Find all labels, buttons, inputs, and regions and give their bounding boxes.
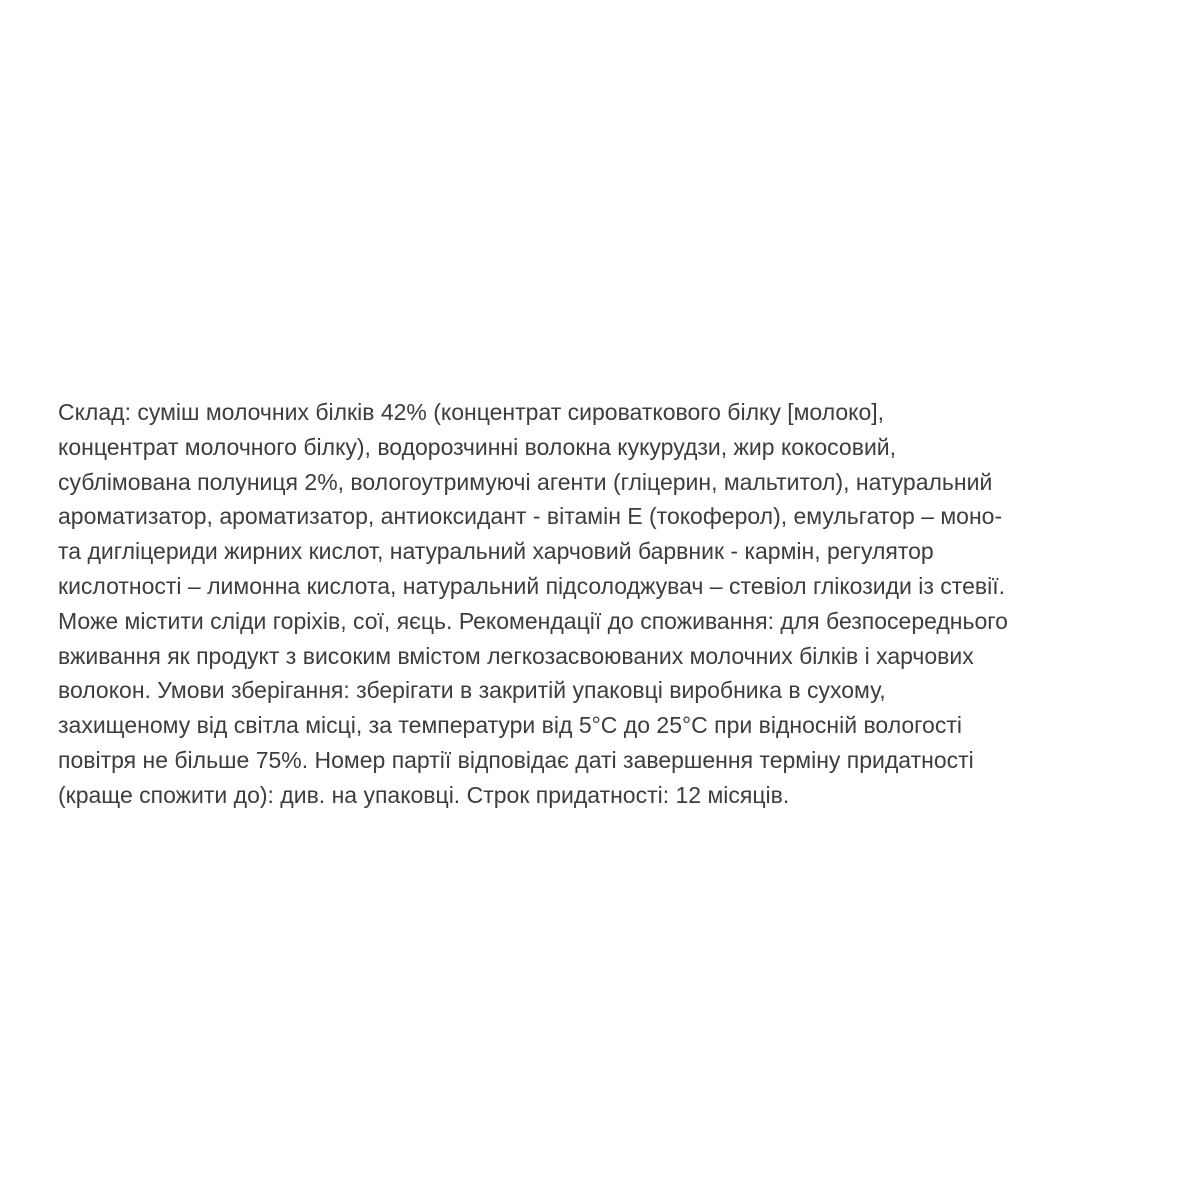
label-line: концентрат молочного білку), водорозчинні волокна кукурудзи, жир кокосовий, bbox=[58, 433, 897, 460]
label-line: захищеному від світла місці, за температури від 5°С до 25°С при відносній вологості bbox=[58, 712, 962, 739]
label-line: Склад: суміш молочних білків 42% (концентрат сироваткового білку [молоко], bbox=[58, 399, 885, 425]
label-line: повітря не більше 75%. Номер партії відповідає даті завершення терміну придатності bbox=[58, 746, 974, 773]
label-line: сублімована полуниця 2%, вологоутримуючі агенти (гліцерин, мальтитол), натуральний bbox=[58, 468, 993, 495]
product-label-text bbox=[58, 395, 1168, 813]
label-line: волокон. Умови зберігання: зберігати в закритій упаковці виробника в сухому, bbox=[58, 677, 886, 704]
label-line: вживання як продукт з високим вмістом легкозасвоюваних молочних білків і харчових bbox=[58, 642, 974, 669]
label-line: ароматизатор, ароматизатор, антиоксидант - вітамін Е (токоферол), емульгатор – моно- bbox=[58, 503, 1003, 530]
label-line: та дигліцериди жирних кислот, натуральний харчовий барвник - кармін, регулятор bbox=[58, 538, 934, 565]
label-line: (краще спожити до): див. на упаковці. Строк придатності: 12 місяців. bbox=[58, 781, 790, 808]
label-line: Може містити сліди горіхів, сої, яєць. Рекомендації до споживання: для безпосереднього bbox=[58, 607, 1008, 634]
label-line: кислотності – лимонна кислота, натуральний підсолоджувач – стевіол глікозиди із стевії. bbox=[58, 572, 1005, 599]
